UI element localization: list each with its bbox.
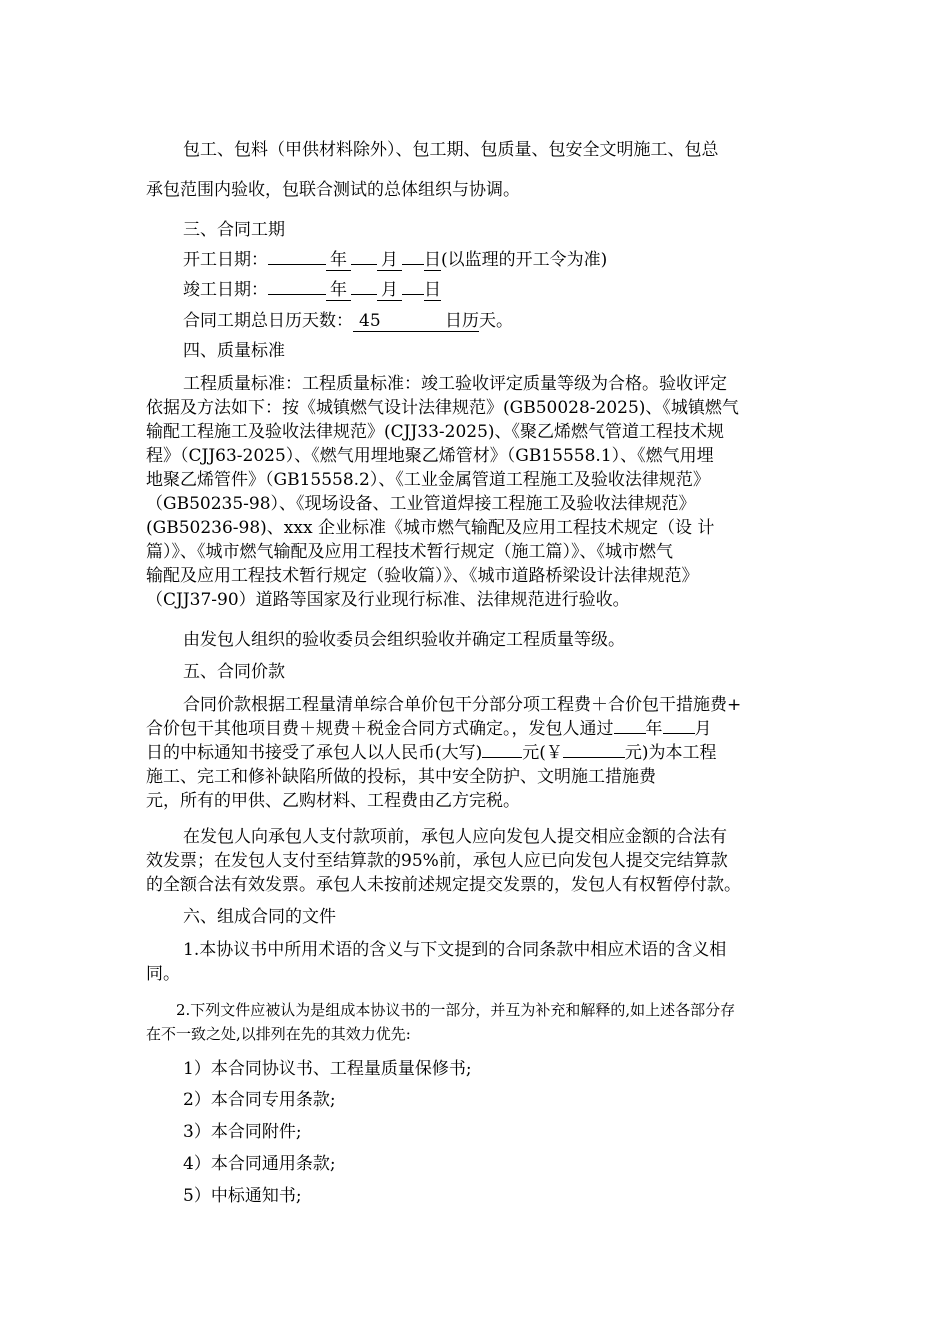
award-year-blank xyxy=(614,733,646,734)
award-month-unit: 月 xyxy=(694,719,712,739)
invoice-line: 在发包人向承包人支付款项前，承包人应向发包人提交相应金额的合法有 xyxy=(183,827,727,847)
start-month-unit: 月 xyxy=(377,250,402,271)
end-day-blank xyxy=(402,294,424,295)
quality-line: 地聚乙烯管件》（GB15558.2）、《工业金属管道工程施工及验收法律规范》 xyxy=(146,470,710,490)
quality-line: 依据及方法如下：按《城镇燃气设计法律规范》(GB50028-2025)、《城镇燃气 xyxy=(146,398,739,418)
award-year-unit: 年 xyxy=(645,719,663,739)
committee-line: 由发包人组织的验收委员会组织验收并确定工程质量等级。 xyxy=(183,630,625,650)
quality-line: (GB50236-98)、xxx 企业标准《城市燃气输配及应用工程技术规定（设 计 xyxy=(146,518,715,538)
quality-line: 工程质量标准：工程质量标准：竣工验收评定质量等级为合格。验收评定 xyxy=(183,374,727,394)
doc-list-item: 1）本合同协议书、工程量质量保修书; xyxy=(183,1059,472,1079)
amount-figures-blank xyxy=(563,757,625,758)
price-line-3-b: 元(￥ xyxy=(522,743,563,763)
quality-line: （CJJ37-90）道路等国家及行业现行标准、法律规范进行验收。 xyxy=(146,590,630,610)
section3-heading: 三、合同工期 xyxy=(183,220,285,240)
price-line-3 xyxy=(146,741,806,765)
end-day-unit: 日 xyxy=(424,280,441,300)
section5-heading: 五、合同价款 xyxy=(183,662,285,682)
start-day-unit: 日 xyxy=(424,250,441,270)
end-month-blank xyxy=(351,294,377,295)
item1-line-2: 同。 xyxy=(146,964,180,984)
award-month-blank xyxy=(663,733,695,734)
total-days-line xyxy=(183,309,843,333)
item2-line-2: 在不一致之处,以排列在先的其效力优先: xyxy=(146,1025,411,1043)
scope-line-2: 承包范围内验收，包联合测试的总体组织与协调。 xyxy=(146,180,520,200)
scope-line-1: 包工、包料（甲供材料除外）、包工期、包质量、包安全文明施工、包总 xyxy=(183,140,719,160)
doc-list-item: 4）本合同通用条款; xyxy=(183,1154,336,1174)
total-days-label: 合同工期总日历天数： xyxy=(183,311,353,331)
section6-heading: 六、组成合同的文件 xyxy=(183,907,336,927)
total-days-tail: 天。 xyxy=(479,311,513,331)
price-line-2 xyxy=(146,717,806,741)
quality-line: 输配及应用工程技术暂行规定（验收篇）》、《城市道路桥梁设计法律规范》 xyxy=(146,566,699,586)
quality-line: 程》（CJJ63-2025）、《燃气用埋地聚乙烯管材》（GB15558.1）、《燃气用埋 xyxy=(146,446,714,466)
section4-heading: 四、质量标准 xyxy=(183,341,285,361)
price-line-2-text: 合价包干其他项目费＋规费＋税金合同方式确定。，发包人通过 xyxy=(146,719,614,739)
doc-list-item: 3）本合同附件; xyxy=(183,1122,302,1142)
end-year-unit: 年 xyxy=(326,280,351,301)
doc-list-item: 5）中标通知书; xyxy=(183,1186,302,1206)
end-year-blank xyxy=(268,294,326,295)
invoice-line: 效发票；在发包人支付至结算款的95%前，承包人应已向发包人提交完结算款 xyxy=(146,851,728,871)
price-line-4: 施工、完工和修补缺陷所做的投标，其中安全防护、文明施工措施费 xyxy=(146,767,656,787)
end-month-unit: 月 xyxy=(377,280,402,301)
start-day-blank xyxy=(402,264,424,265)
start-date-label: 开工日期： xyxy=(183,250,268,270)
start-year-blank xyxy=(268,264,326,265)
price-line-1: 合同价款根据工程量清单综合单价包干分部分项工程费＋合价包干措施费+ xyxy=(183,695,742,715)
quality-line: 输配工程施工及验收法律规范》(CJJ33-2025)、《聚乙烯燃气管道工程技术规 xyxy=(146,422,725,442)
start-year-unit: 年 xyxy=(326,250,351,271)
price-line-5: 元，所有的甲供、乙购材料、工程费由乙方完税。 xyxy=(146,791,520,811)
total-days-value: 45 xyxy=(353,311,445,332)
end-date-label: 竣工日期： xyxy=(183,280,268,300)
quality-line: （GB50235-98）、《现场设备、工业管道焊接工程施工及验收法律规范》 xyxy=(146,494,696,514)
amount-words-blank xyxy=(482,757,522,758)
item1-line-1: 1.本协议书中所用术语的含义与下文提到的合同条款中相应术语的含义相 xyxy=(183,940,727,960)
total-days-unit: 日历 xyxy=(445,311,479,331)
price-line-3-c: 元)为本工程 xyxy=(624,743,717,763)
start-month-blank xyxy=(351,264,377,265)
item2-line-1: 2.下列文件应被认为是组成本协议书的一部分，并互为补充和解释的,如上述各部分存 xyxy=(176,1001,736,1019)
end-date-line xyxy=(183,278,843,302)
quality-line: 篇）》、《城市燃气输配及应用工程技术暂行规定（施工篇）》、《城市燃气 xyxy=(146,542,673,562)
start-date-note: (以监理的开工令为准) xyxy=(441,250,608,270)
doc-list-item: 2）本合同专用条款; xyxy=(183,1090,336,1110)
invoice-line: 的全额合法有效发票。承包人未按前述规定提交发票的，发包人有权暂停付款。 xyxy=(146,875,741,895)
price-line-3-a: 日的中标通知书接受了承包人以人民币(大写) xyxy=(146,743,483,763)
start-date-line xyxy=(183,248,843,272)
